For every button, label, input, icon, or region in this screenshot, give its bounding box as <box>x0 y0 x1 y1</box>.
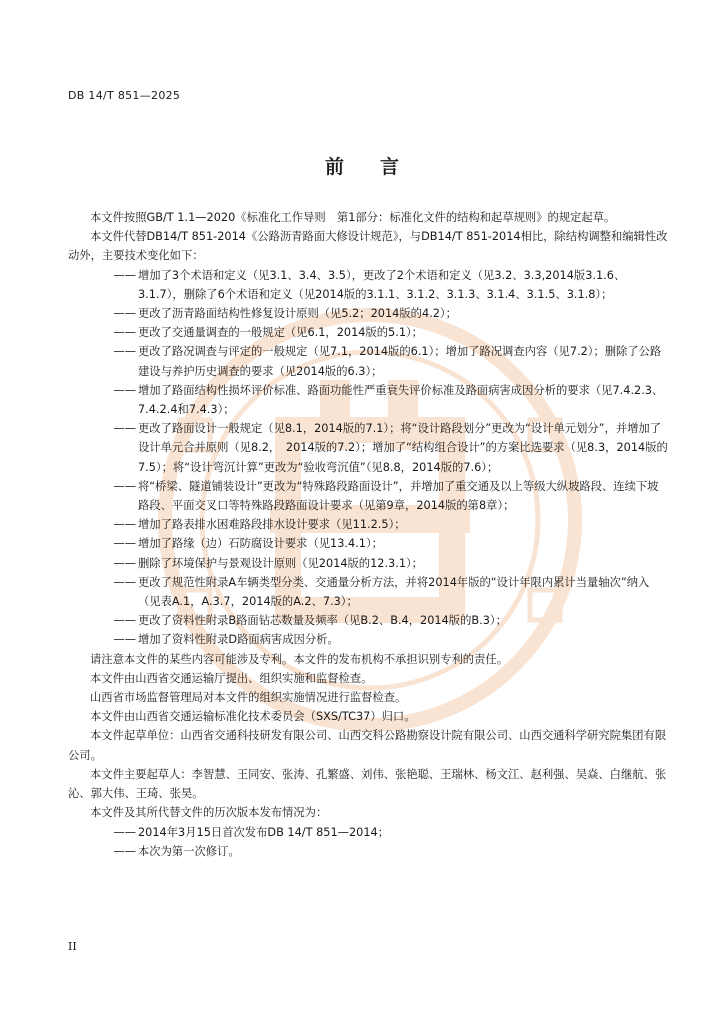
change-item: —— 增加了路面结构性损坏评价标准、路面功能性严重衰失评价标准及路面病害成因分析的要求（见7.4.2.3、7.4.2.4和7.4.3）； <box>68 381 668 419</box>
change-item: —— 更改了交通量调查的一般规定（见6.1，2014版的5.1）； <box>68 323 668 342</box>
history-intro: 本文件及其所代替文件的历次版本发布情况为： <box>90 806 328 820</box>
dash-marker: —— <box>113 422 136 436</box>
dash-marker: —— <box>113 307 136 321</box>
proposer-statement: 本文件由山西省交通运输厅提出、组织实施和监督检查。 <box>90 671 373 685</box>
dash-marker: —— <box>113 575 136 589</box>
dash-marker: —— <box>113 614 136 628</box>
dash-marker: —— <box>113 518 136 532</box>
change-item: —— 将“桥梁、隧道铺装设计”更改为“特殊路段路面设计”，并增加了重交通及以上等级大纵坡路段、连续下坡路段、平面交叉口等特殊路段路面设计要求（见第9章，2014版的第8章）； <box>68 477 668 515</box>
change-item: —— 增加了路缘（边）石防腐设计要求（见13.4.1）； <box>68 534 668 553</box>
dash-marker: —— <box>113 268 136 282</box>
change-item: —— 删除了环境保护与景观设计原则（见2014版的12.3.1）； <box>68 554 668 573</box>
drafters: 本文件主要起草人：李智慧、王同安、张涛、孔繁盛、刘伟、张艳聪、王瑞林、杨文江、赵利强、吴焱、白继航、张沁、郭大伟、王琦、张昊。 <box>68 767 667 801</box>
dash-marker: —— <box>113 345 136 359</box>
dash-marker: —— <box>113 556 136 570</box>
page-title: 前言 <box>324 156 435 178</box>
dash-marker: —— <box>113 825 136 839</box>
document-body <box>68 208 668 861</box>
dash-marker: —— <box>113 844 136 858</box>
change-item: —— 更改了规范性附录A车辆类型分类、交通量分析方法，并将2014年版的“设计年限内累计当量轴次”纳入（见表A.1，A.3.7，2014版的A.2、7.3）； <box>68 573 668 611</box>
change-item: —— 增加了路表排水困难路段排水设计要求（见11.2.5）； <box>68 515 668 534</box>
change-item: —— 更改了沥青路面结构性修复设计原则（见5.2；2014版的4.2）； <box>68 304 668 323</box>
supervisor-statement: 山西省市场监督管理局对本文件的组织实施情况进行监督检查。 <box>90 691 407 705</box>
drafting-units: 本文件起草单位：山西省交通科技研发有限公司、山西交科公路勘察设计院有限公司、山西交通科学研究院集团有限公司。 <box>68 729 667 762</box>
change-item: —— 增加了资料性附录D路面病害成因分析。 <box>68 630 668 649</box>
paragraph-drafting-rule: 本文件按照GB/T 1.1—2020《标准化工作导则 第1部分：标准化文件的结构和起草规则》的规定起草。 <box>90 211 616 224</box>
committee-statement: 本文件由山西省交通运输标准化技术委员会（SXS/TC37）归口。 <box>90 710 416 724</box>
change-item: —— 更改了路况调查与评定的一般规定（见7.1，2014版的6.1）；增加了路况调查内容（见7.2）；删除了公路建设与养护历史调查的要求（见2014版的6.3）； <box>68 342 668 380</box>
dash-marker: —— <box>113 479 136 493</box>
history-list <box>68 823 668 861</box>
change-item: —— 增加了3个术语和定义（见3.1、3.4、3.5），更改了2个术语和定义（见3.2、3.3,2014版3.1.6、3.1.7），删除了6个术语和定义（见2014版的3.1.1、3.1.2、3.1.3、3.1.4、3.1.5、3.1.8）； <box>68 266 668 304</box>
change-item: —— 更改了路面设计一般规定（见8.1，2014版的7.1）；将“设计路段划分”更改为“设计单元划分”，并增加了设计单元合并原则（见8.2， 2014版的7.2）；增加了“结构组合设计”的方案比选要求（见8.3，2014版的7.5）；将“设计弯沉计算”更改为“验收弯沉值”（见8.8，2014版的7.6）； <box>68 419 668 477</box>
patent-notice: 请注意本文件的某些内容可能涉及专利。本文件的发布机构不承担识别专利的责任。 <box>90 652 508 666</box>
change-item: —— 更改了资料性附录B路面钻芯数量及频率（见B.2、B.4，2014版的B.3）； <box>68 611 668 630</box>
history-item: —— 2014年3月15日首次发布DB 14/T 851—2014； <box>68 823 668 842</box>
dash-marker: —— <box>113 383 136 397</box>
dash-marker: —— <box>113 633 136 647</box>
document-number: DB 14/T 851—2025 <box>68 89 181 102</box>
history-item: —— 本次为第一次修订。 <box>68 842 668 861</box>
change-list <box>68 266 668 650</box>
dash-marker: —— <box>113 326 136 340</box>
dash-marker: —— <box>113 537 136 551</box>
paragraph-replacement: 本文件代替DB14/T 851-2014《公路沥青路面大修设计规范》，与DB14/T 851-2014相比，除结构调整和编辑性改动外，主要技术变化如下： <box>68 230 668 263</box>
page-number: II <box>68 940 77 953</box>
